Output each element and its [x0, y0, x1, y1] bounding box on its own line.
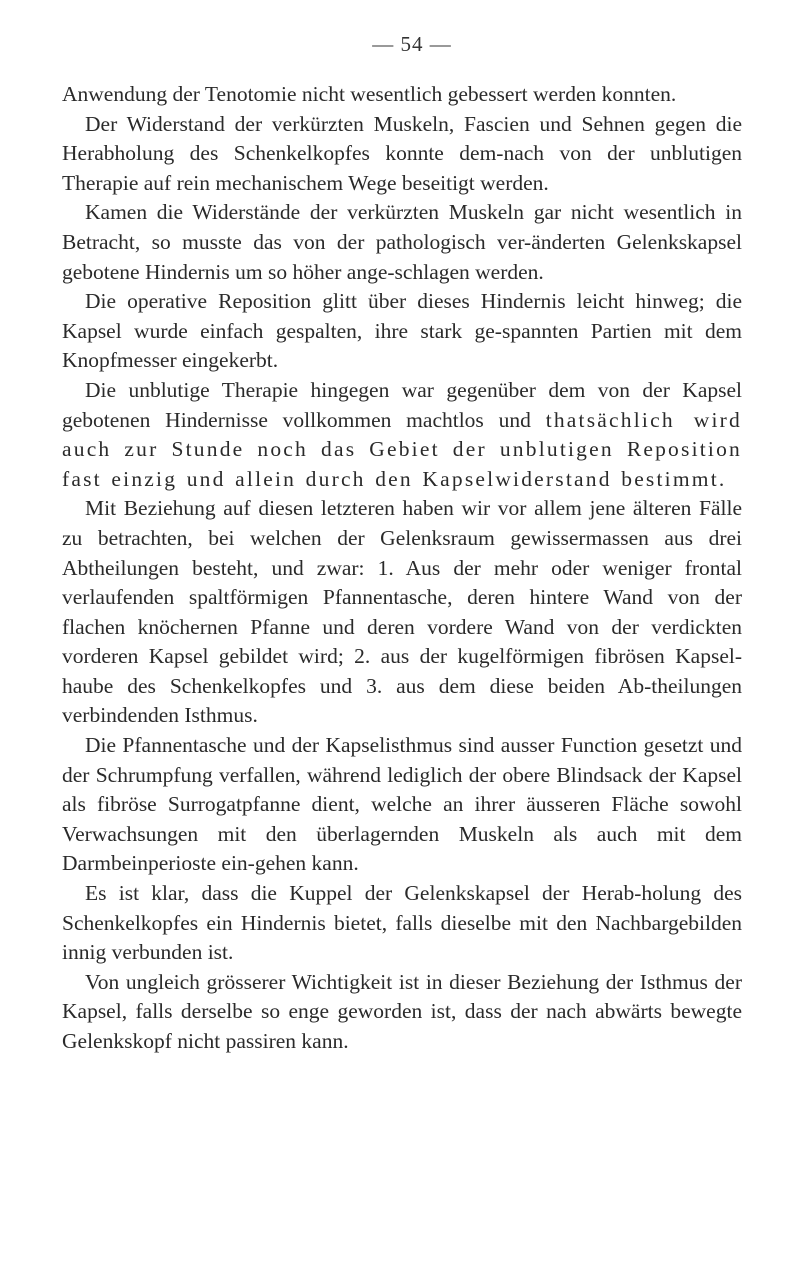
paragraph-drei-abtheilungen: Mit Beziehung auf diesen letzteren haben wir vor allem jene älteren Fälle zu betrachten, bei welchen der Gelenksraum gewissermassen aus drei Abtheilungen besteht, und zwar: 1. Aus der mehr oder weniger frontal verlaufenden spaltförmigen Pfannentasche, deren hintere Wand von der flachen knöchernen Pfanne und deren vordere Wand von der verdickten vorderen Kapsel gebildet wird; 2. aus der kugelförmigen fibrösen Kapsel-haube des Schenkelkopfes und 3. aus dem diese beiden Ab-theilungen verbindenden Isthmus. — [62, 496, 742, 728]
paragraph-operative-reposition: Die operative Reposition glitt über dieses Hindernis leicht hinweg; die Kapsel wurde einfach gespalten, ihre stark ge-spannten Partien mit dem Knopfmesser eingekerbt. — [62, 289, 742, 373]
paragraph-continuation: Anwendung der Tenotomie nicht wesentlich gebessert werden konnten. — [62, 82, 677, 106]
paragraph-widerstand-muskeln: Der Widerstand der verkürzten Muskeln, Fascien und Sehnen gegen die Herabholung des Schenkelkopfes konnte dem-nach von der unblutigen Therapie auf rein mechanischem Wege beseitigt werden. — [62, 111, 742, 195]
emphasized-text: thatsächlich wird auch zur Stunde noch das Gebiet der unblutigen Reposition fast einzig und allein durch den Kapselwiderstand bestimmt. — [62, 407, 742, 491]
paragraph-kuppel: Es ist klar, dass die Kuppel der Gelenkskapsel der Herab-holung des Schenkelkopfes ein Hindernis bietet, falls dieselbe mit den Nachbargebilden innig verbunden ist. — [62, 881, 742, 965]
paragraph-text: Die unblutige Therapie hingegen war gegenüber dem von der Kapsel gebotenen Hindernisse vollkommen machtlos und — [62, 377, 742, 432]
paragraph-pfannentasche: Die Pfannentasche und der Kapselisthmus sind ausser Function gesetzt und der Schrumpfung verfallen, während lediglich der obere Blindsack der Kapsel als fibröse Surrogatpfanne dient, welche an ihrer äusseren Fläche sowohl Verwachsungen mit den überlagernden Muskeln als auch mit dem Darmbeinperioste ein-gehen kann. — [62, 733, 742, 876]
page-number: — 54 — — [372, 32, 452, 56]
paragraph-unblutige-therapie — [62, 376, 742, 494]
paragraph-gelenkskapsel-hindernis: Kamen die Widerstände der verkürzten Muskeln gar nicht wesentlich in Betracht, so musste das von der pathologisch ver-änderten Gelenkskapsel gebotene Hindernis um so höher ange-schlagen werden. — [62, 200, 742, 284]
document-page — [62, 30, 742, 1057]
paragraph-isthmus: Von ungleich grösserer Wichtigkeit ist in dieser Beziehung der Isthmus der Kapsel, falls derselbe so enge geworden ist, dass der nach abwärts bewegte Gelenkskopf nicht passiren kann. — [62, 969, 742, 1053]
